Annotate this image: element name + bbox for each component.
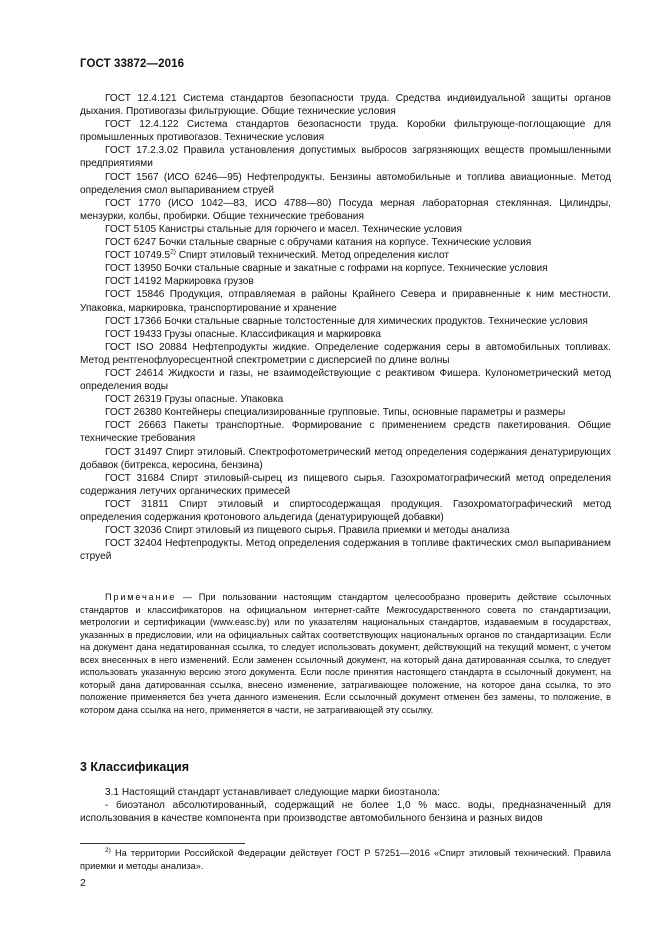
reference-title: Спирт этиловый технический. Метод определения кислот bbox=[175, 250, 449, 262]
reference-item: ГОСТ 26380 Контейнеры специализированные групповые. Типы, основные параметры и размеры bbox=[105, 407, 566, 419]
section-paragraph: - биоэтанол абсолютированный, содержащий не более 1,0 % масс. воды, предназначенный для использования в качестве компонента при производстве автомобильного бензина и разных видов bbox=[80, 800, 611, 825]
reference-item: ГОСТ 17.2.3.02 Правила установления допустимых выбросов загрязняющих веществ промышленными предприятиями bbox=[80, 145, 611, 170]
reference-item: ГОСТ 15846 Продукция, отправляемая в районы Крайнего Севера и приравненные к ним местности. Упаковка, маркировка, транспортирование и хранение bbox=[80, 289, 611, 314]
section-heading: 3 Классификация bbox=[80, 760, 190, 774]
reference-item: ГОСТ 12.4.122 Система стандартов безопасности труда. Коробки фильтрующе-поглощающие для промышленных противогазов. Технические условия bbox=[80, 119, 611, 144]
reference-code: ГОСТ 10749.5 bbox=[105, 250, 171, 262]
footnote bbox=[80, 847, 611, 872]
reference-item: ГОСТ 5105 Канистры стальные для горючего и масел. Технические условия bbox=[105, 223, 462, 235]
reference-item: ГОСТ 1770 (ИСО 1042—83, ИСО 4788—80) Посуда мерная лабораторная стеклянная. Цилиндры, мензурки, колбы, пробирки. Общие технические требования bbox=[80, 197, 611, 222]
reference-item: ГОСТ 19433 Грузы опасные. Классификация и маркировка bbox=[105, 328, 381, 340]
reference-item: ГОСТ 31497 Спирт этиловый. Спектрофотометрический метод определения содержания денатурирующих добавок (битрекса, керосина, бензина) bbox=[80, 446, 611, 471]
footnote-text: На территории Российской Федерации действует ГОСТ Р 57251—2016 «Спирт этиловый технический. Правила приемки и методы анализа». bbox=[80, 848, 611, 871]
document-header: ГОСТ 33872—2016 bbox=[80, 58, 185, 70]
reference-item: ГОСТ 31811 Спирт этиловый и спиртосодержащая продукция. Газохроматографический метод определения содержания кротонового альдегида (денатурирующей добавки) bbox=[80, 498, 611, 523]
reference-item: ГОСТ 17366 Бочки стальные сварные толстостенные для химических продуктов. Технические условия bbox=[105, 315, 588, 327]
footnote-marker: 2) bbox=[170, 248, 176, 256]
footnote-divider bbox=[80, 843, 245, 844]
reference-item: ГОСТ 26663 Пакеты транспортные. Формирование с применением средств пакетирования. Общие технические требования bbox=[80, 420, 611, 445]
reference-item: ГОСТ 24614 Жидкости и газы, не взаимодействующие с реактивом Фишера. Кулонометрический метод определения воды bbox=[80, 367, 611, 393]
note-text: При пользовании настоящим стандартом целесообразно проверить действие ссылочных стандартов и классификаторов на официальном интернет-сайте Межгосударственного совета по стандартизации, метрологии и сертификации (www.easc.by) или по указателям национальных стандартов, издаваемым в государствах, указанных в предисловии, или на официальных сайтах соответствующих национальных органов по стандартизации. Если на документ дана недатированная ссылка, то следует использовать документ, действующий на текущий момент, с учетом всех внесенных в него изменений. Если заменен ссылочный документ, на который дана датированная ссылка, то следует использовать указанную версию этого документа. Если после принятия настоящего стандарта в ссылочный документ, на который дана датированная ссылка, внесено изменение, затрагивающее положение, на которое дана ссылка, то это положение применяется без учета данного изменения. Если ссылочный документ отменен без замены, то положение, в котором дана ссылка на него, применяется в части, не затрагивающей эту ссылку. bbox=[80, 592, 611, 715]
reference-item: ГОСТ 13950 Бочки стальные сварные и закатные с гофрами на корпусе. Технические условия bbox=[105, 263, 548, 275]
reference-item: ГОСТ 32036 Спирт этиловый из пищевого сырья. Правила приемки и методы анализа bbox=[105, 525, 510, 537]
note-dash: — bbox=[176, 592, 199, 602]
normative-references-list bbox=[80, 92, 611, 563]
footnote-marker: 2) bbox=[105, 846, 111, 854]
section-body bbox=[80, 786, 611, 825]
reference-item: ГОСТ 31684 Спирт этиловый-сырец из пищевого сырья. Газохроматографический метод определения содержания летучих органических примесей bbox=[80, 472, 611, 497]
page-number: 2 bbox=[80, 877, 86, 889]
reference-item-with-footnote bbox=[80, 249, 611, 262]
reference-item: ГОСТ 1567 (ИСО 6246—95) Нефтепродукты. Бензины автомобильные и топлива авиационные. Метод определения смол выпариванием струей bbox=[80, 171, 611, 196]
section-paragraph: 3.1 Настоящий стандарт устанавливает следующие марки биоэтанола: bbox=[105, 787, 440, 798]
note-label: Примечание bbox=[105, 592, 177, 602]
reference-item: ГОСТ 14192 Маркировка грузов bbox=[105, 276, 254, 288]
reference-item: ГОСТ 32404 Нефтепродукты. Метод определения содержания в топливе фактических смол выпариванием струей bbox=[80, 538, 611, 563]
reference-item: ГОСТ 12.4.121 Система стандартов безопасности труда. Средства индивидуальной защиты органов дыхания. Противогазы фильтрующие. Общие технические условия bbox=[80, 93, 611, 118]
reference-item: ГОСТ 26319 Грузы опасные. Упаковка bbox=[105, 394, 284, 406]
references-note bbox=[80, 591, 611, 716]
reference-item: ГОСТ ISO 20884 Нефтепродукты жидкие. Определение содержания серы в автомобильных топливах. Метод рентгенофлуоресцентной спектрометрии с дисперсией по длине волны bbox=[80, 341, 611, 366]
reference-item: ГОСТ 6247 Бочки стальные сварные с обручами катания на корпусе. Технические условия bbox=[105, 237, 532, 249]
